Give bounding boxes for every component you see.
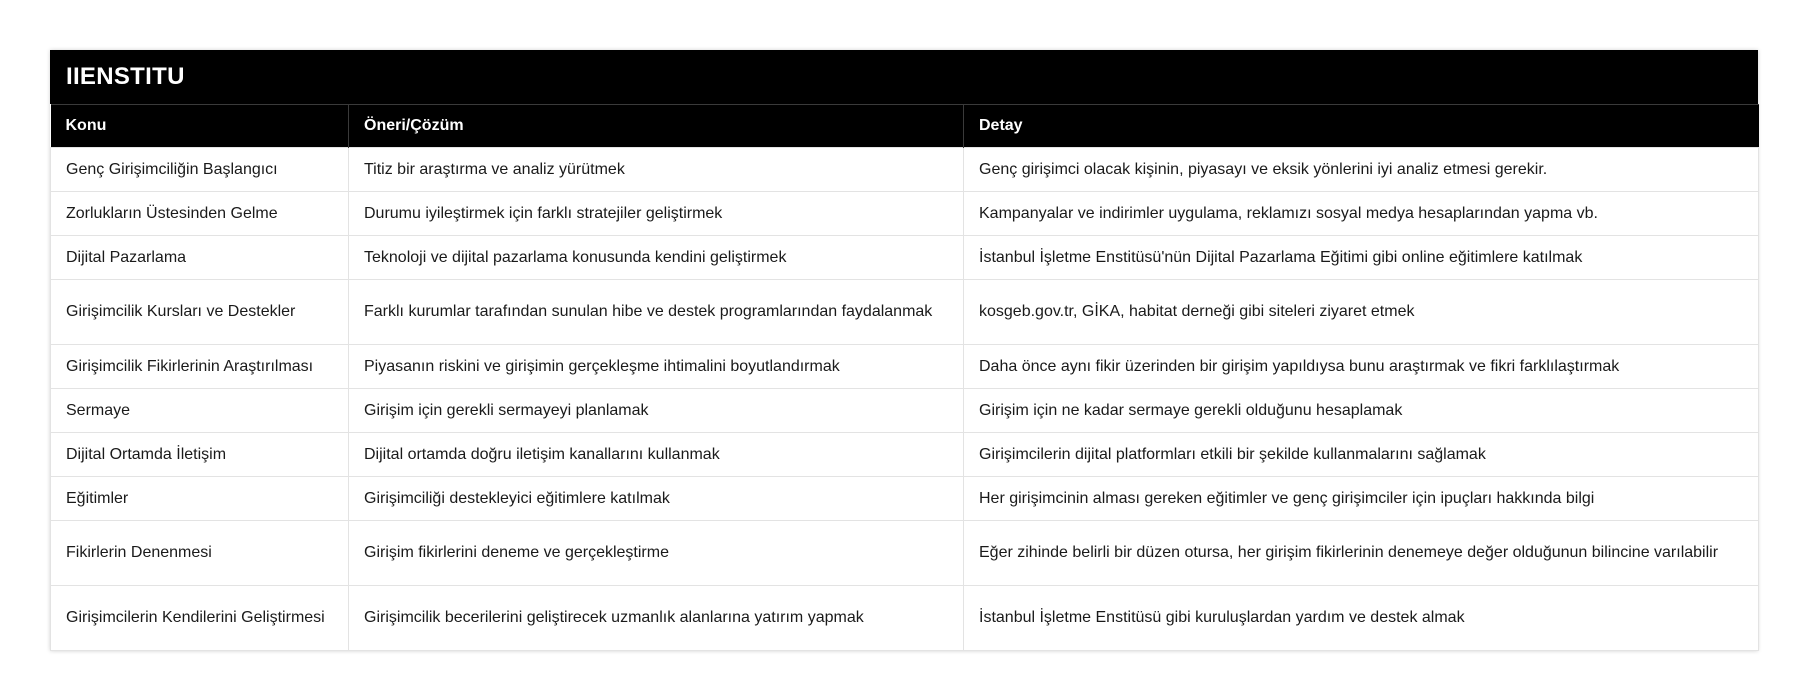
cell-detay: Eğer zihinde belirli bir düzen otursa, her girişim fikirlerinin denemeye değer olduğunun bilincine varılabilir	[964, 521, 1759, 586]
cell-konu: Eğitimler	[51, 477, 349, 521]
table-title: IIENSTITU	[50, 50, 1758, 104]
cell-detay: Her girişimcinin alması gereken eğitimler ve genç girişimciler için ipuçları hakkında bilgi	[964, 477, 1759, 521]
cell-konu: Zorlukların Üstesinden Gelme	[51, 192, 349, 236]
cell-detay: İstanbul İşletme Enstitüsü'nün Dijital Pazarlama Eğitimi gibi online eğitimlere katılmak	[964, 236, 1759, 280]
cell-oneri: Girişimciliği destekleyici eğitimlere katılmak	[349, 477, 964, 521]
table-row	[51, 586, 1759, 651]
cell-konu: Fikirlerin Denenmesi	[51, 521, 349, 586]
cell-detay: Daha önce aynı fikir üzerinden bir girişim yapıldıysa bunu araştırmak ve fikri farklılaştırmak	[964, 345, 1759, 389]
cell-oneri: Titiz bir araştırma ve analiz yürütmek	[349, 148, 964, 192]
cell-detay: Girişim için ne kadar sermaye gerekli olduğunu hesaplamak	[964, 389, 1759, 433]
table-row	[51, 389, 1759, 433]
table-row	[51, 236, 1759, 280]
cell-oneri: Durumu iyileştirmek için farklı stratejiler geliştirmek	[349, 192, 964, 236]
cell-konu: Girişimcilerin Kendilerini Geliştirmesi	[51, 586, 349, 651]
table-row	[51, 477, 1759, 521]
table-row	[51, 192, 1759, 236]
cell-konu: Genç Girişimciliğin Başlangıcı	[51, 148, 349, 192]
cell-konu: Dijital Pazarlama	[51, 236, 349, 280]
header-konu: Konu	[51, 105, 349, 148]
header-oneri-cozum: Öneri/Çözüm	[349, 105, 964, 148]
cell-detay: Girişimcilerin dijital platformları etkili bir şekilde kullanmalarını sağlamak	[964, 433, 1759, 477]
cell-oneri: Farklı kurumlar tarafından sunulan hibe ve destek programlarından faydalanmak	[349, 280, 964, 345]
data-table	[50, 104, 1759, 651]
cell-oneri: Dijital ortamda doğru iletişim kanallarını kullanmak	[349, 433, 964, 477]
cell-detay: İstanbul İşletme Enstitüsü gibi kuruluşlardan yardım ve destek almak	[964, 586, 1759, 651]
table-row	[51, 433, 1759, 477]
table-row	[51, 345, 1759, 389]
content-card	[50, 50, 1758, 651]
cell-konu: Girişimcilik Fikirlerinin Araştırılması	[51, 345, 349, 389]
cell-oneri: Teknoloji ve dijital pazarlama konusunda kendini geliştirmek	[349, 236, 964, 280]
cell-konu: Sermaye	[51, 389, 349, 433]
cell-oneri: Girişim fikirlerini deneme ve gerçekleştirme	[349, 521, 964, 586]
cell-detay: Genç girişimci olacak kişinin, piyasayı ve eksik yönlerini iyi analiz etmesi gerekir.	[964, 148, 1759, 192]
header-detay: Detay	[964, 105, 1759, 148]
cell-konu: Girişimcilik Kursları ve Destekler	[51, 280, 349, 345]
table-header-row	[51, 105, 1759, 148]
cell-oneri: Girişimcilik becerilerini geliştirecek uzmanlık alanlarına yatırım yapmak	[349, 586, 964, 651]
table-row	[51, 521, 1759, 586]
cell-konu: Dijital Ortamda İletişim	[51, 433, 349, 477]
cell-detay: kosgeb.gov.tr, GİKA, habitat derneği gibi siteleri ziyaret etmek	[964, 280, 1759, 345]
cell-oneri: Girişim için gerekli sermayeyi planlamak	[349, 389, 964, 433]
table-row	[51, 280, 1759, 345]
cell-oneri: Piyasanın riskini ve girişimin gerçekleşme ihtimalini boyutlandırmak	[349, 345, 964, 389]
cell-detay: Kampanyalar ve indirimler uygulama, reklamızı sosyal medya hesaplarından yapma vb.	[964, 192, 1759, 236]
table-row	[51, 148, 1759, 192]
